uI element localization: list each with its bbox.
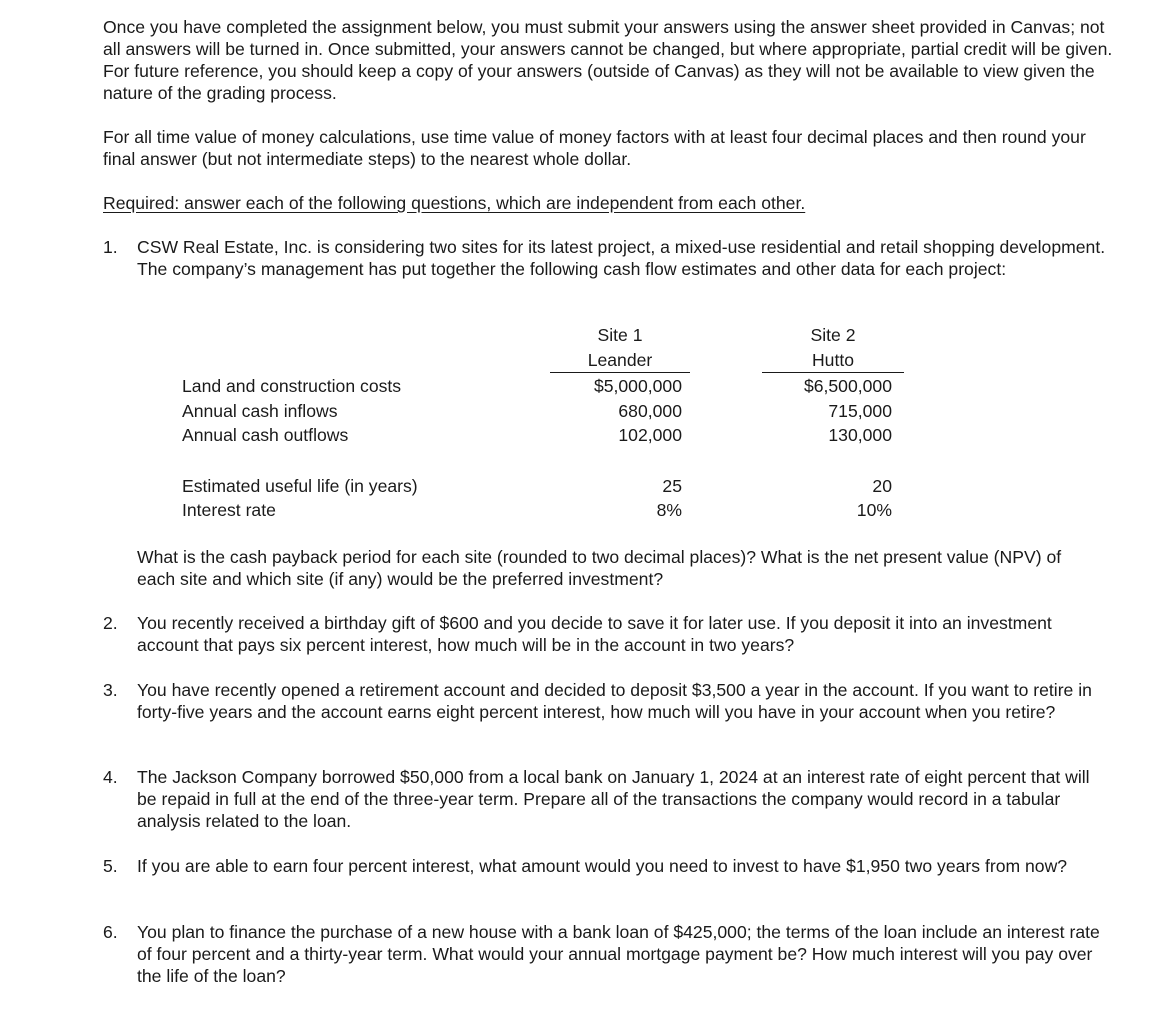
question-number: 5. [103, 856, 118, 876]
question-number: 2. [103, 613, 118, 633]
site1-cash-inflows: 680,000 [618, 401, 682, 421]
site2-cash-inflows: 715,000 [828, 401, 892, 421]
question-2 [103, 612, 1113, 656]
question-text: The Jackson Company borrowed $50,000 from a local bank on January 1, 2024 at an interest rate of eight percent that will be repaid in full at the end of the three-year term. Prepare all of the transactions the company would record in a tabular analysis related to the loan. [137, 767, 1090, 831]
question-text: You plan to finance the purchase of a new house with a bank loan of $425,000; the terms of the loan include an interest rate of four percent and a thirty-year term. What would your annual mortgage payment be? How much interest will you pay over the life of the loan? [137, 922, 1100, 986]
question-3 [103, 679, 1113, 723]
site2-land-costs: $6,500,000 [803, 376, 892, 396]
tvm-instructions: For all time value of money calculations, use time value of money factors with at least four decimal places and then round your final answer (but not intermediate steps) to the nearest whole dollar. [103, 127, 1086, 169]
site1-interest-rate: 8% [656, 500, 682, 520]
site1-header: Site 1 [597, 325, 643, 345]
question-6 [103, 921, 1113, 987]
row-label-cash-outflows: Annual cash outflows [182, 425, 349, 445]
question-1 [103, 236, 1113, 280]
intro-paragraph: Once you have completed the assignment below, you must submit your answers using the answer sheet provided in Canvas; not all answers will be turned in. Once submitted, your answers cannot be changed, but where appropriate, partial credit will be given. For future reference, you should keep a copy of your answers (outside of Canvas) as they will not be available to view given the nature of the grading process. [103, 17, 1113, 103]
row-label-interest-rate: Interest rate [182, 500, 276, 520]
question-5 [103, 855, 1113, 877]
site1-header-rule [550, 372, 690, 373]
question-text: CSW Real Estate, Inc. is considering two sites for its latest project, a mixed-use residential and retail shopping development. The company’s management has put together the following cash flow estimates and other data for each project: [137, 237, 1106, 279]
question-number: 4. [103, 767, 118, 787]
question-text: You recently received a birthday gift of $600 and you decide to save it for later use. If you deposit it into an investment account that pays six percent interest, how much will be in the account in two years? [137, 613, 1052, 655]
row-label-cash-inflows: Annual cash inflows [182, 401, 338, 421]
question-text: If you are able to earn four percent interest, what amount would you need to invest to have $1,950 two years from now? [137, 856, 1068, 876]
question-number: 6. [103, 922, 118, 942]
site1-useful-life: 25 [662, 476, 682, 496]
question-text: You have recently opened a retirement account and decided to deposit $3,500 a year in the account. If you want to retire in forty-five years and the account earns eight percent interest, how much will you have in your account when you retire? [137, 680, 1092, 722]
site2-cash-outflows: 130,000 [828, 425, 892, 445]
site2-name: Hutto [811, 350, 855, 370]
row-label-useful-life: Estimated useful life (in years) [182, 476, 418, 496]
question-number: 1. [103, 237, 118, 257]
required-heading: Required: answer each of the following questions, which are independent from each other. [103, 193, 806, 213]
site2-header: Site 2 [810, 325, 856, 345]
question-1-follow-up: What is the cash payback period for each site (rounded to two decimal places)? What is the net present value (NPV) of each site and which site (if any) would be the preferred investment? [137, 547, 1062, 589]
site1-name: Leander [587, 350, 653, 370]
site1-cash-outflows: 102,000 [618, 425, 682, 445]
site2-header-rule [762, 372, 904, 373]
question-number: 3. [103, 680, 118, 700]
question-4 [103, 766, 1113, 832]
site2-interest-rate: 10% [856, 500, 892, 520]
site2-useful-life: 20 [872, 476, 892, 496]
site1-land-costs: $5,000,000 [593, 376, 682, 396]
row-label-land-costs: Land and construction costs [182, 376, 402, 396]
